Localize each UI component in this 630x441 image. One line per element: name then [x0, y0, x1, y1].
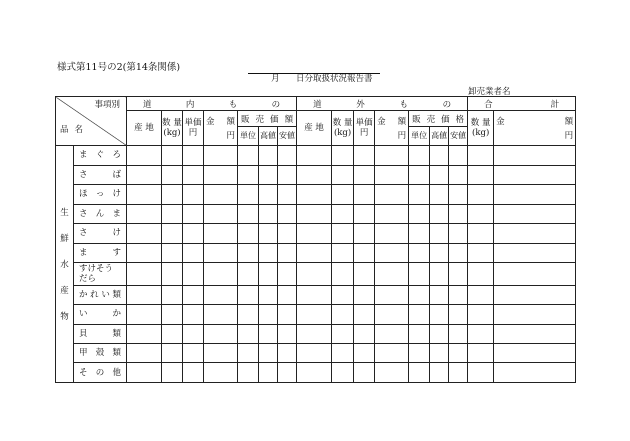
data-cell[interactable] — [468, 363, 494, 383]
data-cell[interactable] — [127, 343, 162, 362]
data-cell[interactable] — [278, 343, 297, 362]
data-cell[interactable] — [162, 204, 183, 223]
data-cell[interactable] — [409, 204, 430, 223]
data-cell[interactable] — [259, 363, 278, 383]
data-cell[interactable] — [162, 263, 183, 286]
diag-top-label: 事項別 — [94, 100, 120, 110]
data-cell[interactable] — [183, 324, 204, 343]
data-cell[interactable] — [468, 324, 494, 343]
data-cell[interactable] — [183, 224, 204, 243]
data-cell[interactable] — [183, 243, 204, 262]
data-cell[interactable] — [449, 263, 468, 286]
data-cell[interactable] — [297, 224, 332, 243]
outside-unit-price-header: 単価 円 — [354, 111, 375, 146]
data-cell[interactable] — [494, 343, 576, 362]
data-cell[interactable] — [332, 263, 354, 286]
data-cell[interactable] — [278, 204, 297, 223]
item-name: さけ — [74, 224, 127, 243]
data-cell[interactable] — [449, 165, 468, 184]
data-cell[interactable] — [468, 243, 494, 262]
data-cell[interactable] — [332, 343, 354, 362]
data-cell[interactable] — [430, 285, 449, 304]
data-cell[interactable] — [162, 285, 183, 304]
data-cell[interactable] — [332, 324, 354, 343]
outside-amount-header: 金 額 円 — [375, 111, 409, 146]
data-cell[interactable] — [162, 146, 183, 165]
data-cell[interactable] — [354, 185, 375, 204]
data-cell[interactable] — [494, 204, 576, 223]
data-cell[interactable] — [375, 343, 409, 362]
inside-low-header: 安値 — [278, 126, 297, 145]
table-row — [56, 285, 576, 304]
data-cell[interactable] — [409, 343, 430, 362]
table-row — [56, 165, 576, 184]
data-cell[interactable] — [409, 305, 430, 324]
data-cell[interactable] — [278, 185, 297, 204]
item-name: 甲殻類 — [74, 343, 127, 362]
data-cell[interactable] — [183, 165, 204, 184]
data-cell[interactable] — [127, 263, 162, 286]
data-cell[interactable] — [430, 263, 449, 286]
data-cell[interactable] — [494, 243, 576, 262]
data-cell[interactable] — [468, 165, 494, 184]
data-cell[interactable] — [278, 324, 297, 343]
data-cell[interactable] — [162, 243, 183, 262]
data-cell[interactable] — [297, 343, 332, 362]
data-cell[interactable] — [183, 305, 204, 324]
item-name: まぐろ — [74, 146, 127, 165]
data-cell[interactable] — [204, 204, 238, 223]
total-group-header: 合 計 — [468, 97, 576, 111]
data-cell[interactable] — [430, 363, 449, 383]
report-title — [248, 72, 380, 84]
inside-group-header: 道 内 も の — [127, 97, 297, 111]
data-cell[interactable] — [449, 363, 468, 383]
data-cell[interactable] — [449, 305, 468, 324]
data-cell[interactable] — [332, 305, 354, 324]
outside-sales-header: 販 売 価 格 — [409, 111, 468, 126]
title-rest: 日分取扱状況報告書 — [296, 74, 373, 84]
inside-quantity-header: 数 量 (kg) — [162, 111, 183, 146]
data-cell[interactable] — [297, 285, 332, 304]
data-cell[interactable] — [238, 146, 259, 165]
data-cell[interactable] — [409, 285, 430, 304]
data-cell[interactable] — [430, 165, 449, 184]
data-cell[interactable] — [278, 243, 297, 262]
data-cell[interactable] — [332, 185, 354, 204]
data-cell[interactable] — [468, 263, 494, 286]
data-cell[interactable] — [204, 146, 238, 165]
data-cell[interactable] — [297, 305, 332, 324]
data-cell[interactable] — [332, 165, 354, 184]
data-cell[interactable] — [238, 263, 259, 286]
data-cell[interactable] — [278, 263, 297, 286]
data-cell[interactable] — [127, 204, 162, 223]
data-cell[interactable] — [238, 324, 259, 343]
data-cell[interactable] — [204, 224, 238, 243]
data-cell[interactable] — [430, 305, 449, 324]
data-cell[interactable] — [409, 146, 430, 165]
data-cell[interactable] — [183, 185, 204, 204]
data-cell[interactable] — [468, 343, 494, 362]
data-cell[interactable] — [430, 224, 449, 243]
data-cell[interactable] — [238, 243, 259, 262]
data-cell[interactable] — [430, 146, 449, 165]
category-char: 物 — [60, 312, 69, 323]
data-cell[interactable] — [430, 343, 449, 362]
data-cell[interactable] — [409, 324, 430, 343]
data-cell[interactable] — [449, 324, 468, 343]
data-cell[interactable] — [468, 224, 494, 243]
category-char: 鮮 — [60, 234, 69, 245]
data-cell[interactable] — [449, 204, 468, 223]
data-cell[interactable] — [127, 243, 162, 262]
table-row — [56, 263, 576, 286]
data-cell[interactable] — [204, 285, 238, 304]
data-cell[interactable] — [409, 165, 430, 184]
data-cell[interactable] — [204, 305, 238, 324]
table-row — [56, 305, 576, 324]
data-cell[interactable] — [204, 185, 238, 204]
table-row — [56, 146, 576, 165]
data-cell[interactable] — [430, 243, 449, 262]
data-cell[interactable] — [430, 324, 449, 343]
data-cell[interactable] — [449, 285, 468, 304]
data-cell[interactable] — [494, 185, 576, 204]
data-cell[interactable] — [375, 224, 409, 243]
data-cell[interactable] — [238, 204, 259, 223]
data-cell[interactable] — [238, 285, 259, 304]
data-cell[interactable] — [468, 285, 494, 304]
inside-origin-header: 産 地 — [127, 111, 162, 146]
item-name: かれい類 — [74, 285, 127, 304]
data-cell[interactable] — [430, 204, 449, 223]
data-cell[interactable] — [494, 224, 576, 243]
data-cell[interactable] — [259, 343, 278, 362]
data-cell[interactable] — [297, 324, 332, 343]
data-cell[interactable] — [354, 343, 375, 362]
data-cell[interactable] — [238, 185, 259, 204]
data-cell[interactable] — [238, 165, 259, 184]
data-cell[interactable] — [183, 343, 204, 362]
data-cell[interactable] — [204, 363, 238, 383]
inside-unit-price-header: 単価 円 — [183, 111, 204, 146]
outside-origin-header: 産 地 — [297, 111, 332, 146]
data-cell[interactable] — [259, 263, 278, 286]
data-cell[interactable] — [183, 263, 204, 286]
data-cell[interactable] — [468, 305, 494, 324]
data-cell[interactable] — [297, 146, 332, 165]
data-cell[interactable] — [162, 224, 183, 243]
data-cell[interactable] — [449, 343, 468, 362]
data-cell[interactable] — [162, 185, 183, 204]
diag-bottom-label: 品名 — [60, 125, 90, 136]
total-quantity-header: 数 量 (kg) — [468, 111, 494, 146]
data-cell[interactable] — [183, 146, 204, 165]
data-cell[interactable] — [449, 243, 468, 262]
data-cell[interactable] — [238, 305, 259, 324]
data-cell[interactable] — [127, 165, 162, 184]
data-cell[interactable] — [127, 146, 162, 165]
category-char: 生 — [60, 208, 69, 219]
data-cell[interactable] — [238, 363, 259, 383]
data-cell[interactable] — [354, 204, 375, 223]
category-cell — [56, 146, 74, 383]
data-cell[interactable] — [449, 146, 468, 165]
table-row — [56, 243, 576, 262]
data-cell[interactable] — [354, 263, 375, 286]
data-cell[interactable] — [409, 243, 430, 262]
table-row — [56, 363, 576, 383]
inside-high-header: 高値 — [259, 126, 278, 145]
table-row — [56, 204, 576, 223]
data-cell[interactable] — [375, 324, 409, 343]
data-cell[interactable] — [332, 363, 354, 383]
data-cell[interactable] — [278, 146, 297, 165]
data-cell[interactable] — [162, 165, 183, 184]
category-char: 産 — [60, 286, 69, 297]
data-cell[interactable] — [297, 243, 332, 262]
data-cell[interactable] — [259, 204, 278, 223]
data-cell[interactable] — [238, 343, 259, 362]
data-cell[interactable] — [259, 305, 278, 324]
data-cell[interactable] — [430, 185, 449, 204]
table-row — [56, 185, 576, 204]
data-cell[interactable] — [259, 185, 278, 204]
outside-quantity-header: 数 量 (kg) — [332, 111, 354, 146]
data-cell[interactable] — [162, 305, 183, 324]
data-cell[interactable] — [449, 224, 468, 243]
data-cell[interactable] — [204, 324, 238, 343]
form-caption: 様式第11号の2(第14条関係) — [57, 62, 181, 73]
data-cell[interactable] — [183, 285, 204, 304]
data-cell[interactable] — [409, 185, 430, 204]
data-cell[interactable] — [375, 185, 409, 204]
data-cell[interactable] — [354, 305, 375, 324]
data-cell[interactable] — [354, 224, 375, 243]
data-cell[interactable] — [375, 305, 409, 324]
data-cell[interactable] — [409, 224, 430, 243]
data-cell[interactable] — [468, 146, 494, 165]
data-cell[interactable] — [259, 324, 278, 343]
data-cell[interactable] — [332, 224, 354, 243]
inside-sales-header: 販 売 価 額 — [238, 111, 297, 126]
data-cell[interactable] — [494, 165, 576, 184]
data-cell[interactable] — [354, 363, 375, 383]
title-month: 月 — [271, 74, 280, 84]
data-cell[interactable] — [297, 204, 332, 223]
data-cell[interactable] — [278, 165, 297, 184]
data-cell[interactable] — [468, 204, 494, 223]
data-cell[interactable] — [162, 324, 183, 343]
data-cell[interactable] — [375, 363, 409, 383]
data-cell[interactable] — [127, 305, 162, 324]
data-cell[interactable] — [297, 165, 332, 184]
item-name: さんま — [74, 204, 127, 223]
data-cell[interactable] — [259, 285, 278, 304]
data-cell[interactable] — [127, 324, 162, 343]
report-table — [55, 96, 576, 383]
data-cell[interactable] — [204, 243, 238, 262]
data-cell[interactable] — [183, 363, 204, 383]
data-cell[interactable] — [354, 165, 375, 184]
outside-low-header: 安値 — [449, 126, 468, 145]
data-cell[interactable] — [354, 285, 375, 304]
data-cell[interactable] — [354, 146, 375, 165]
item-name: 貝類 — [74, 324, 127, 343]
outside-high-header: 高値 — [430, 126, 449, 145]
data-cell[interactable] — [354, 243, 375, 262]
inside-unit-header: 単位 — [238, 126, 259, 145]
data-cell[interactable] — [297, 263, 332, 286]
item-name: ます — [74, 243, 127, 262]
item-name: ほっけ — [74, 185, 127, 204]
data-cell[interactable] — [375, 146, 409, 165]
data-cell[interactable] — [375, 285, 409, 304]
data-cell[interactable] — [259, 146, 278, 165]
diagonal-header-cell — [56, 97, 127, 146]
data-cell[interactable] — [238, 224, 259, 243]
data-cell[interactable] — [162, 363, 183, 383]
data-cell[interactable] — [127, 224, 162, 243]
item-name: その他 — [74, 363, 127, 383]
data-cell[interactable] — [354, 324, 375, 343]
table-row — [56, 324, 576, 343]
data-cell[interactable] — [375, 165, 409, 184]
data-cell[interactable] — [127, 185, 162, 204]
table-row — [56, 343, 576, 362]
data-cell[interactable] — [494, 146, 576, 165]
data-cell[interactable] — [278, 305, 297, 324]
inside-amount-header: 金 額 円 — [204, 111, 238, 146]
data-cell[interactable] — [375, 204, 409, 223]
data-cell[interactable] — [127, 363, 162, 383]
data-cell[interactable] — [278, 363, 297, 383]
data-cell[interactable] — [409, 363, 430, 383]
data-cell[interactable] — [494, 263, 576, 286]
data-cell[interactable] — [494, 324, 576, 343]
total-amount-header: 金 額 円 — [494, 111, 576, 146]
data-cell[interactable] — [332, 204, 354, 223]
item-name: いか — [74, 305, 127, 324]
data-cell[interactable] — [449, 185, 468, 204]
data-cell[interactable] — [204, 263, 238, 286]
data-cell[interactable] — [468, 185, 494, 204]
data-cell[interactable] — [259, 224, 278, 243]
category-char: 水 — [60, 260, 69, 271]
data-cell[interactable] — [259, 243, 278, 262]
data-cell[interactable] — [162, 343, 183, 362]
data-cell[interactable] — [332, 243, 354, 262]
data-cell[interactable] — [278, 224, 297, 243]
data-cell[interactable] — [297, 363, 332, 383]
data-cell[interactable] — [127, 285, 162, 304]
data-cell[interactable] — [297, 185, 332, 204]
data-cell[interactable] — [259, 165, 278, 184]
data-cell[interactable] — [494, 305, 576, 324]
data-cell[interactable] — [494, 285, 576, 304]
data-cell[interactable] — [332, 146, 354, 165]
item-name: すけそうだら — [74, 263, 127, 286]
data-cell[interactable] — [494, 363, 576, 383]
data-cell[interactable] — [278, 285, 297, 304]
item-name: さば — [74, 165, 127, 184]
data-cell[interactable] — [204, 165, 238, 184]
data-cell[interactable] — [204, 343, 238, 362]
table-row — [56, 224, 576, 243]
outside-unit-header: 単位 — [409, 126, 430, 145]
data-cell[interactable] — [332, 285, 354, 304]
data-cell[interactable] — [375, 243, 409, 262]
data-cell[interactable] — [183, 204, 204, 223]
data-cell[interactable] — [409, 263, 430, 286]
wholesaler-name-label: 卸売業者名 — [468, 87, 511, 97]
outside-group-header: 道 外 も の — [297, 97, 468, 111]
data-cell[interactable] — [375, 263, 409, 286]
